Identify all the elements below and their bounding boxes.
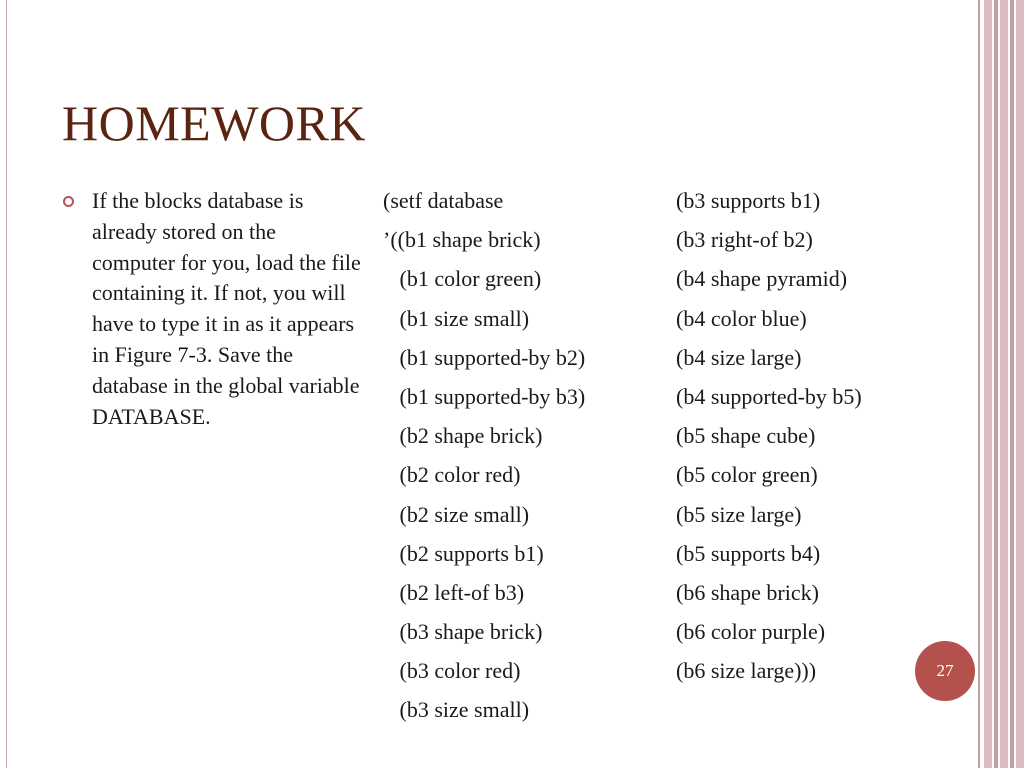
decorative-stripe (994, 0, 998, 768)
code-column-1 (383, 186, 585, 735)
code-line: (b4 supported-by b5) (676, 383, 862, 409)
decorative-stripe (1016, 0, 1024, 768)
code-line: (b2 size small) (383, 501, 530, 527)
code-line: (b2 color red) (383, 462, 521, 488)
code-line: (b6 shape brick) (676, 579, 819, 605)
code-line: (b3 size small) (383, 697, 530, 723)
code-line: (setf database (383, 188, 504, 213)
code-line: (b5 size large) (676, 501, 802, 527)
circle-bullet-icon (63, 196, 74, 207)
decorative-stripe (1000, 0, 1008, 768)
code-line: (b1 size small) (383, 305, 530, 331)
code-line: (b1 color green) (383, 266, 542, 292)
code-line: (b3 supports b1) (676, 188, 821, 213)
code-line: (b5 supports b4) (676, 540, 821, 566)
code-line: (b4 shape pyramid) (676, 266, 848, 292)
code-line: (b5 shape cube) (676, 423, 816, 449)
code-line: (b4 size large) (676, 344, 802, 370)
left-border-line (6, 0, 7, 768)
code-line: (b6 size large))) (676, 658, 817, 684)
code-line: (b4 color blue) (676, 305, 807, 331)
code-line: (b2 left-of b3) (383, 579, 525, 605)
code-line: (b6 color purple) (676, 619, 826, 645)
page-number-badge: 27 (915, 641, 975, 701)
code-column-2 (676, 186, 862, 695)
bullet-text: If the blocks database is already stored on the computer for you, load the file containing it. If not, you will have to type it in as it appears in Figure 7-3. Save the database in the global variable DATABASE. (92, 188, 361, 429)
decorative-stripe (984, 0, 992, 768)
code-line: (b3 right-of b2) (676, 227, 813, 253)
code-line: ’((b1 shape brick) (383, 227, 541, 253)
code-line: (b5 color green) (676, 462, 818, 488)
decorative-stripe (1010, 0, 1014, 768)
code-line: (b3 color red) (383, 658, 521, 684)
code-line: (b2 supports b1) (383, 540, 544, 566)
slide-title: HOMEWORK (62, 95, 366, 151)
code-line: (b1 supported-by b2) (383, 344, 586, 370)
code-line: (b1 supported-by b3) (383, 383, 586, 409)
code-line: (b2 shape brick) (383, 423, 543, 449)
code-line: (b3 shape brick) (383, 619, 543, 645)
decorative-stripe (978, 0, 980, 768)
